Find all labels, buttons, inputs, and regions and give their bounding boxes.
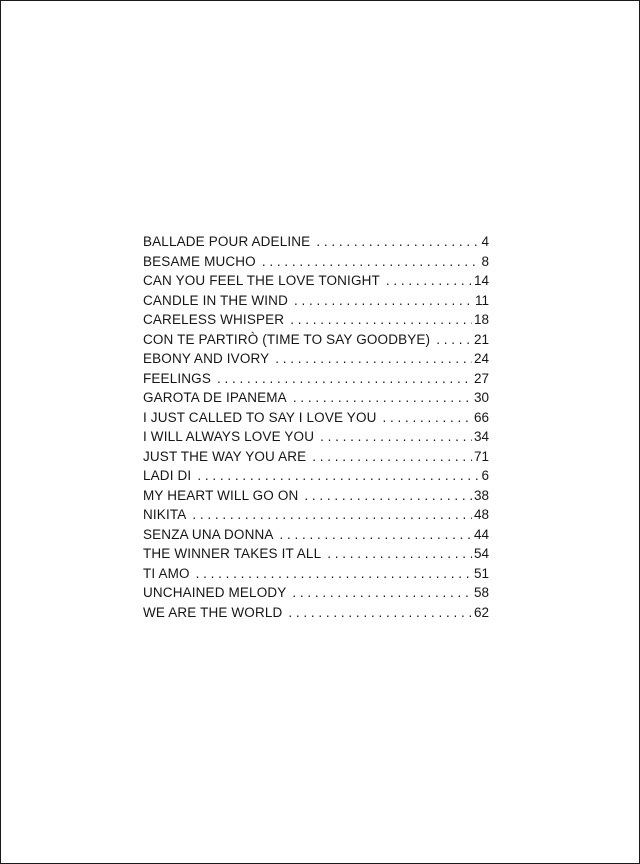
toc-entry-page: 51 — [473, 565, 489, 581]
toc-entry-page: 27 — [473, 370, 489, 386]
toc-entry — [143, 505, 489, 525]
toc-entry-page: 34 — [473, 429, 489, 444]
toc-entry — [143, 447, 489, 467]
toc-entry — [143, 291, 489, 311]
toc-entry-page: 11 — [474, 292, 489, 308]
toc-leader-dots — [383, 408, 472, 428]
toc-entry-title: GAROTA DE IPANEMA — [143, 390, 287, 405]
toc-entry-title: JUST THE WAY YOU ARE — [143, 448, 307, 464]
toc-entry-page: 21 — [473, 331, 489, 347]
toc-leader-dots — [275, 349, 472, 369]
toc-leader-dots — [312, 447, 472, 467]
toc-entry — [143, 271, 489, 291]
toc-entry — [143, 466, 489, 486]
toc-entry-title: MY HEART WILL GO ON — [143, 487, 299, 503]
toc-entry-title: UNCHAINED MELODY — [143, 585, 287, 600]
toc-entry — [143, 564, 489, 584]
toc-entry — [143, 310, 489, 330]
toc-entry-title: TI AMO — [143, 565, 190, 581]
toc-entry-page: 6 — [481, 468, 489, 483]
toc-entry-page: 48 — [473, 507, 489, 522]
toc-leader-dots — [217, 369, 472, 389]
toc-entry-title: CARELESS WHISPER — [143, 312, 285, 327]
toc-entry — [143, 427, 489, 447]
toc-leader-dots — [327, 544, 472, 564]
toc-entry — [143, 486, 489, 506]
toc-entry-page: 18 — [473, 312, 489, 327]
toc-entry-title: I WILL ALWAYS LOVE YOU — [143, 429, 315, 444]
toc-entry — [143, 603, 489, 623]
toc-leader-dots — [197, 466, 479, 486]
toc-entry-page: 54 — [473, 546, 489, 561]
toc-leader-dots — [262, 252, 480, 272]
toc-entry-title: CANDLE IN THE WIND — [143, 292, 288, 308]
toc-entry — [143, 544, 489, 564]
toc-entry-page: 14 — [473, 273, 489, 288]
toc-leader-dots — [320, 427, 472, 447]
toc-entry-title: THE WINNER TAKES IT ALL — [143, 546, 322, 561]
toc-entry-page: 24 — [473, 351, 489, 366]
toc-entry-page: 30 — [473, 390, 489, 405]
toc-entry-page: 8 — [481, 253, 489, 269]
toc-leader-dots — [280, 525, 472, 545]
toc-entry — [143, 388, 489, 408]
toc-entry-page: 58 — [473, 585, 489, 600]
toc-entry-title: WE ARE THE WORLD — [143, 604, 283, 620]
toc-entry-title: FEELINGS — [143, 370, 211, 386]
toc-entry — [143, 232, 489, 252]
toc-entry-title: CAN YOU FEEL THE LOVE TONIGHT — [143, 273, 380, 288]
toc-leader-dots — [386, 271, 472, 291]
toc-entry — [143, 252, 489, 272]
toc-entry-title: BALLADE POUR ADELINE — [143, 234, 311, 249]
toc-entry-page: 38 — [473, 487, 489, 503]
toc-entry-page: 71 — [473, 448, 489, 464]
toc-entry — [143, 408, 489, 428]
toc-leader-dots — [294, 291, 473, 311]
toc-leader-dots — [304, 486, 472, 506]
toc-leader-dots — [288, 603, 472, 623]
toc-leader-dots — [293, 388, 472, 408]
table-of-contents — [143, 232, 489, 622]
toc-leader-dots — [436, 330, 472, 350]
toc-entry-title: LADI DI — [143, 468, 192, 483]
toc-entry-page: 4 — [481, 234, 489, 249]
toc-entry — [143, 583, 489, 603]
toc-entry-page: 66 — [473, 409, 489, 425]
toc-entry-page: 62 — [473, 604, 489, 620]
toc-leader-dots — [196, 564, 472, 584]
toc-entry — [143, 369, 489, 389]
toc-leader-dots — [292, 583, 472, 603]
toc-entry-title: NIKITA — [143, 507, 187, 522]
toc-entry-title: BESAME MUCHO — [143, 253, 256, 269]
toc-entry-title: SENZA UNA DONNA — [143, 526, 274, 542]
toc-entry-title: EBONY AND IVORY — [143, 351, 270, 366]
toc-entry — [143, 349, 489, 369]
toc-entry-title: CON TE PARTIRÒ (TIME TO SAY GOODBYE) — [143, 331, 431, 347]
toc-leader-dots — [316, 232, 479, 252]
toc-entry-title: I JUST CALLED TO SAY I LOVE YOU — [143, 409, 377, 425]
toc-entry — [143, 330, 489, 350]
toc-entry — [143, 525, 489, 545]
toc-leader-dots — [192, 505, 472, 525]
toc-entry-page: 44 — [473, 526, 489, 542]
toc-leader-dots — [290, 310, 472, 330]
